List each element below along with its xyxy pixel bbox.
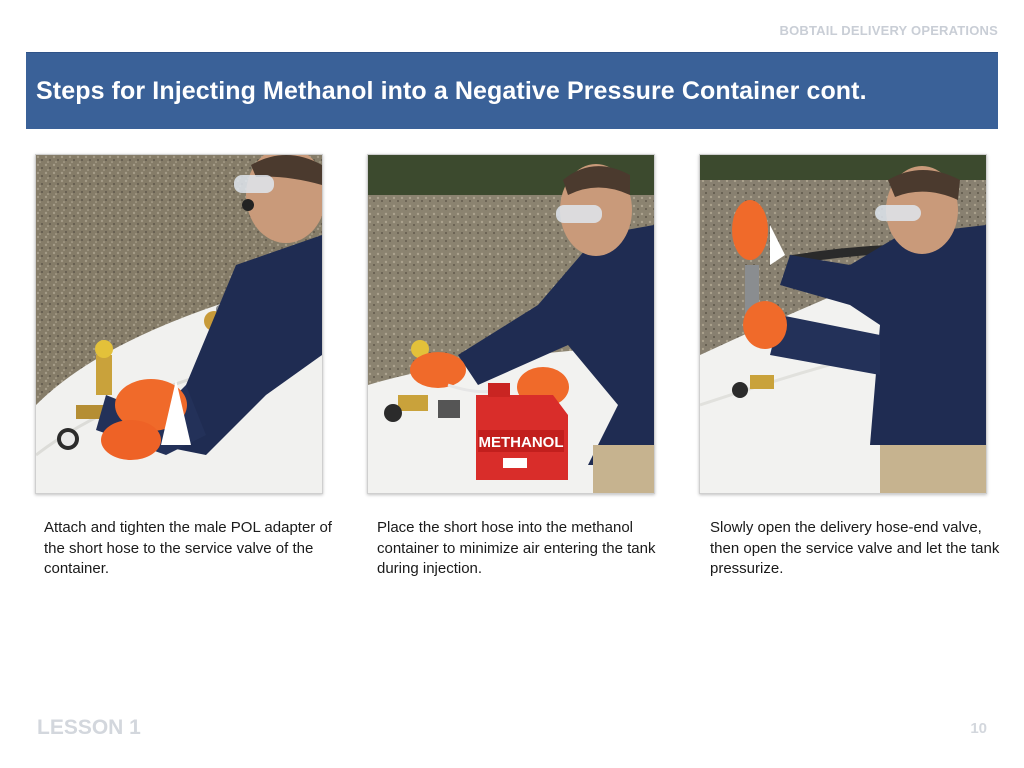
- step-1-photo: [35, 154, 323, 494]
- title-bar: [26, 52, 998, 129]
- section-label: BOBTAIL DELIVERY OPERATIONS: [779, 23, 998, 38]
- step-2-photo: [367, 154, 655, 494]
- step-3-photo: [699, 154, 987, 494]
- step-2-caption: Place the short hose into the methanol container to minimize air entering the tank during injection.: [377, 519, 656, 577]
- page-number: 10: [970, 720, 987, 737]
- lesson-label: LESSON 1: [37, 716, 141, 739]
- step-1-caption: Attach and tighten the male POL adapter of the short hose to the service valve of the container.: [44, 519, 332, 577]
- slide-title: Steps for Injecting Methanol into a Negative Pressure Container cont.: [36, 77, 867, 105]
- step-3-caption: Slowly open the delivery hose-end valve, then open the service valve and let the tank pressurize.: [710, 519, 1000, 577]
- methanol-can-label: METHANOL: [478, 434, 564, 451]
